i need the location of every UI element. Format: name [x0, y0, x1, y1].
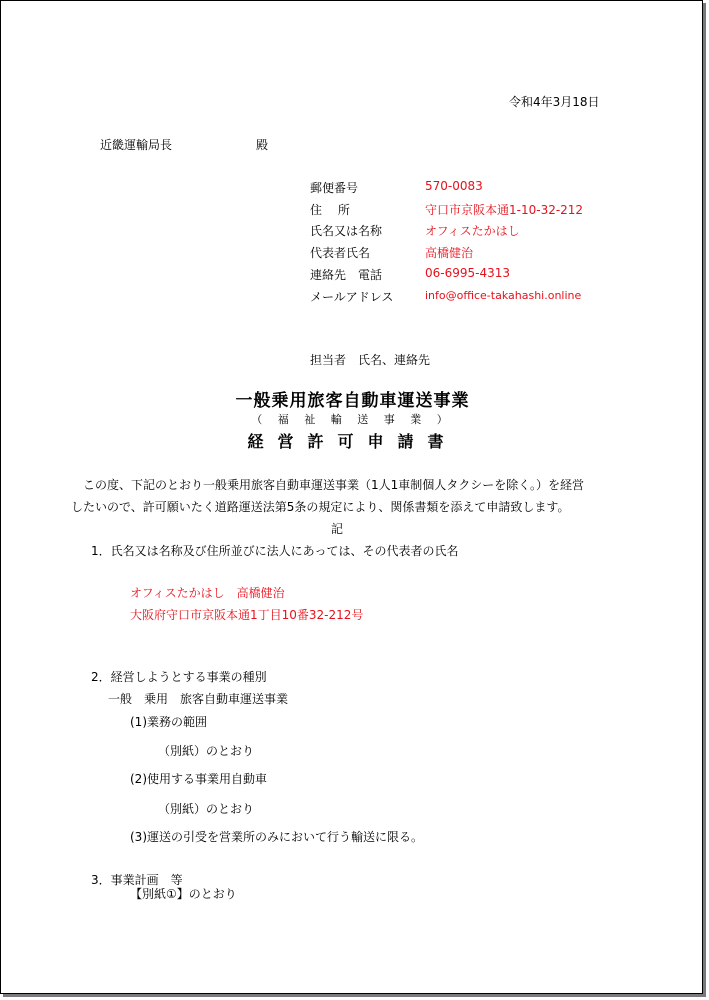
document-title-sub: （ 福 祉 輸 送 事 業 ） [251, 413, 454, 426]
intro-line-1: この度、下記のとおり一般乗用旅客自動車運送事業（1人1車制個人タクシーを除く。）を経営 [83, 478, 585, 492]
section1-address-line: 大阪府守口市京阪本通1丁目10番32-212号 [130, 608, 364, 622]
intro-line-2: したいので、許可願いたく道路運送法第5条の規定により、関係書類を添えて申請致します。 [71, 500, 570, 514]
section2-type: 一般 乗用 旅客自動車運送事業 [108, 692, 289, 706]
addressee-name: 近畿運輸局長 [100, 138, 173, 152]
postal-code-label: 郵便番号 [310, 181, 359, 195]
contact-person: 担当者 氏名、連絡先 [310, 353, 431, 367]
section2-heading: 2．経営しようとする事業の種別 [91, 670, 267, 684]
section1-name-line: オフィスたかはし 高橋健治 [130, 586, 285, 600]
document-title-main: 一般乗用旅客自動車運送事業 [235, 391, 470, 411]
address-label: 住 所 [310, 203, 350, 217]
name-label: 氏名又は名称 [310, 224, 383, 238]
phone-value: 06-6995-4313 [425, 266, 511, 280]
email-label: メールアドレス [310, 290, 394, 304]
representative-value: 高橋健治 [425, 246, 474, 260]
address-value: 守口市京阪本通1-10-32-212 [425, 203, 584, 217]
section3-heading: 3．事業計画 等 [91, 873, 183, 887]
addressee-honorific: 殿 [256, 138, 269, 152]
application-date: 令和4年3月18日 [509, 95, 600, 109]
phone-label: 連絡先 電話 [310, 268, 383, 282]
section2-item2-detail: （別紙）のとおり [158, 802, 255, 816]
section2-item1: (1)業務の範囲 [130, 715, 207, 729]
document-title-doc: 経営許可申請書 [247, 432, 458, 451]
section2-item2: (2)使用する事業用自動車 [130, 772, 267, 786]
section2-item1-detail: （別紙）のとおり [158, 744, 255, 758]
name-value: オフィスたかはし [425, 224, 520, 238]
section3-detail: 【別紙①】のとおり [130, 887, 237, 901]
section1-heading: 1．氏名又は名称及び住所並びに法人にあっては、その代表者の氏名 [91, 544, 459, 558]
email-value: info@office-takahashi.online [425, 289, 582, 302]
section2-item3: (3)運送の引受を営業所のみにおいて行う輸送に限る。 [130, 830, 424, 844]
ki-marker: 記 [331, 522, 344, 536]
representative-label: 代表者氏名 [310, 246, 371, 260]
postal-code-value: 570-0083 [425, 179, 483, 193]
